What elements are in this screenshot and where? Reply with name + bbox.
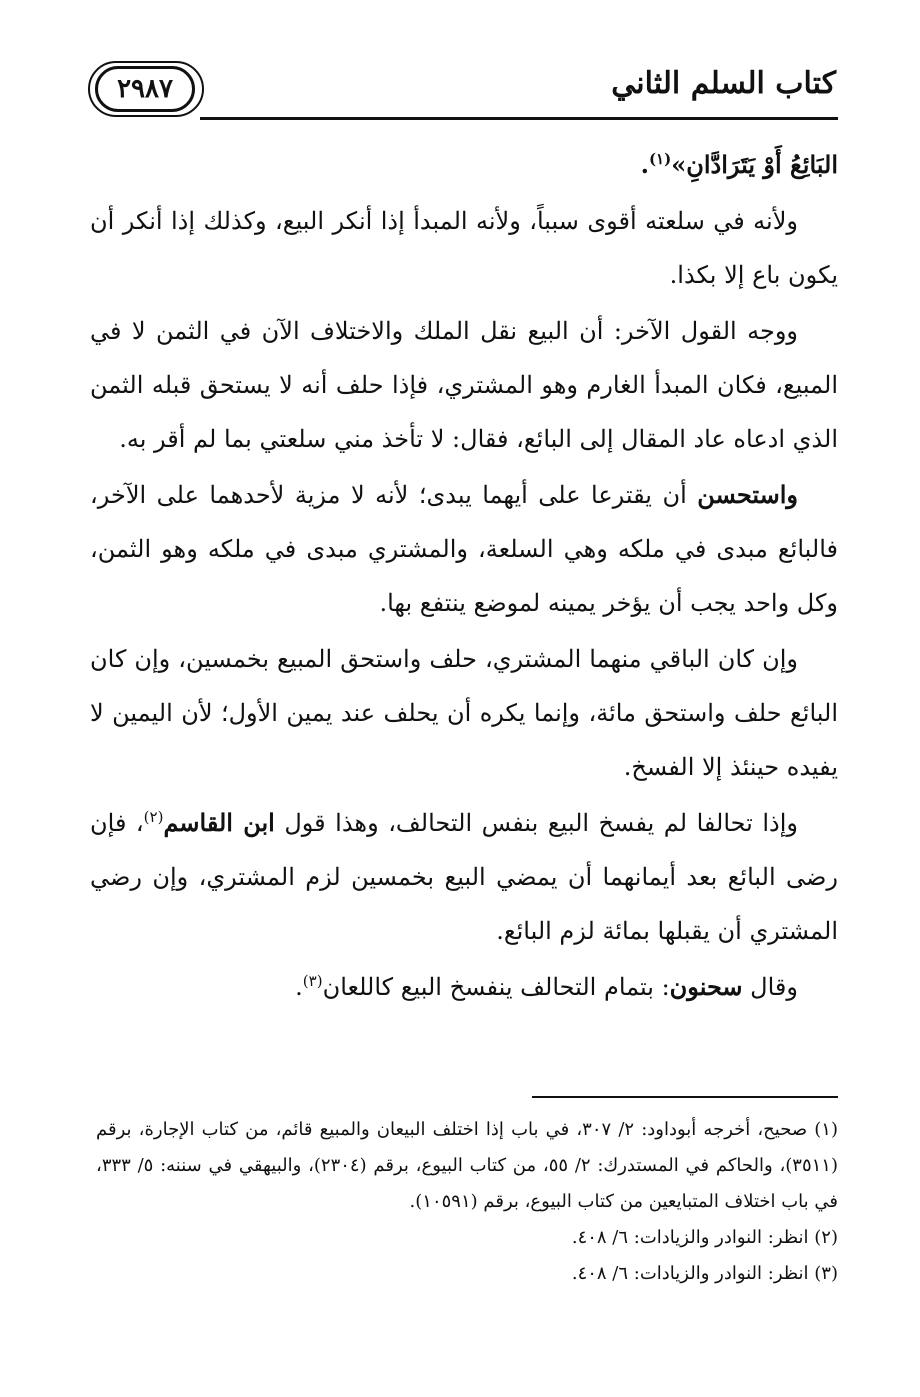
paragraph-5-text-b: ، فإن رضى البائع بعد أيمانهما أن يمضي البيع بخمسين لزم المشتري، وإن رضي المشتري أن يقبلها بمائة لزم البائع. <box>90 809 838 945</box>
paragraph-3 <box>90 468 838 630</box>
footnote-separator <box>532 1096 838 1098</box>
period: . <box>640 150 649 179</box>
footnote-ref-2: (٢) <box>143 808 164 826</box>
header-rule <box>200 117 838 120</box>
footnotes <box>96 1112 838 1292</box>
paragraph-3-text: أن يقترعا على أيهما يبدى؛ لأنه لا مزية لأحدهما على الآخر، فالبائع مبدى في ملكه وهي السلعة، والمشتري مبدى في ملكه وهو الثمن، وكل واحد يجب أن يؤخر يمينه لموضع ينتفع بها. <box>90 481 838 617</box>
paragraph-0 <box>90 138 838 192</box>
bold-term: واستحسن <box>697 480 798 509</box>
scholar-name: ابن القاسم <box>163 808 275 837</box>
paragraph-2: ووجه القول الآخر: أن البيع نقل الملك والاختلاف الآن في الثمن لا في المبيع، فكان المبدأ الغارم وهو المشتري، فإذا حلف أنه لا يستحق قبله الثمن الذي ادعاه عاد المقال إلى البائع، فقال: لا تأخذ مني سلعتي بما لم أقر به. <box>90 317 838 453</box>
main-text <box>90 138 838 1016</box>
quote-ending: البَائِعُ أَوْ يَتَرَادَّانِ» <box>671 150 838 179</box>
paragraph-5 <box>90 796 838 958</box>
period: . <box>295 973 303 1001</box>
page-number: ٢٩٨٧ <box>95 66 195 112</box>
paragraph-5-text-a: وإذا تحالفا لم يفسخ البيع بنفس التحالف، وهذا قول <box>274 809 798 837</box>
footnote-ref-1: (١) <box>648 150 672 168</box>
paragraph-6-text-a: وقال <box>742 973 798 1001</box>
footnote-ref-3: (٣) <box>302 972 323 990</box>
paragraph-1: ولأنه في سلعته أقوى سبباً، ولأنه المبدأ إذا أنكر البيع، وكذلك إذا أنكر أن يكون باع إلا بكذا. <box>90 207 838 289</box>
footnote-3: (٣) انظر: النوادر والزيادات: ٦/ ٤٠٨. <box>571 1263 838 1284</box>
footnote-1: (١) صحيح، أخرجه أبوداود: ٢/ ٣٠٧، في باب إذا اختلف البيعان والمبيع قائم، من كتاب الإجارة، برقم (٣٥١١)، والحاكم في المستدرك: ٢/ ٥٥، من كتاب البيوع، برقم (٢٣٠٤)، والبيهقي في سننه: ٥/ ٣٣٣، في باب اختلاف المتبايعين من كتاب البيوع، برقم (١٠٥٩١). <box>96 1119 838 1212</box>
page-header <box>0 0 920 130</box>
paragraph-6-text-b: : بتمام التحالف ينفسخ البيع كاللعان <box>322 973 670 1001</box>
scholar-name: سحنون <box>669 972 743 1001</box>
paragraph-4: وإن كان الباقي منهما المشتري، حلف واستحق المبيع بخمسين، وإن كان البائع حلف واستحق مائة، وإنما يكره أن يحلف عند يمين الأول؛ لأن اليمين لا يفيده حينئذ إلا الفسخ. <box>90 645 838 781</box>
book-title: كتاب السلم الثاني <box>611 66 836 101</box>
paragraph-6 <box>90 960 838 1014</box>
footnote-2: (٢) انظر: النوادر والزيادات: ٦/ ٤٠٨. <box>571 1227 838 1248</box>
